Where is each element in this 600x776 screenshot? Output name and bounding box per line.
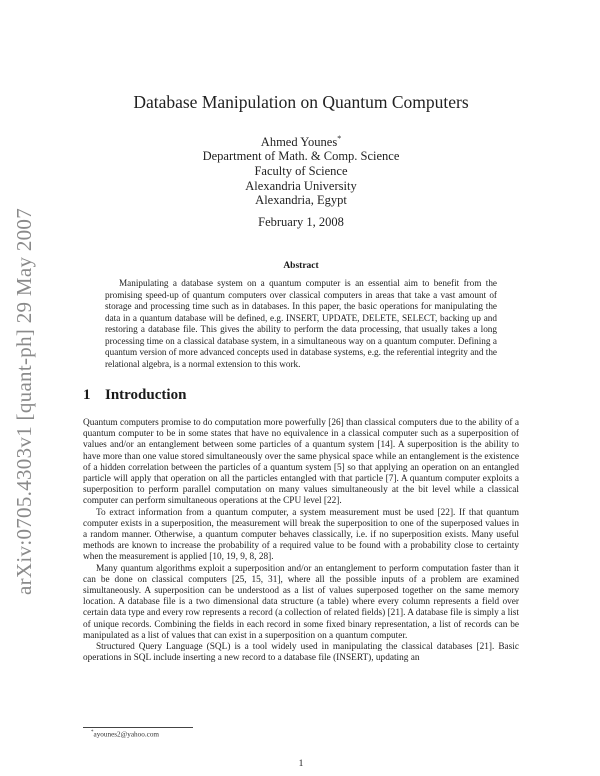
footnote-email: ayounes2@yahoo.com xyxy=(93,730,160,739)
paper-date: February 1, 2008 xyxy=(258,215,344,229)
abstract-heading: Abstract xyxy=(283,261,319,271)
paragraph: Structured Query Language (SQL) is a tool widely used in manipulating the classical databases [21]. Basic operations in SQL include inserting a new record to a database file (INSERT), updating an xyxy=(83,642,519,664)
affiliation-line: Faculty of Science xyxy=(254,164,348,178)
body-text xyxy=(83,418,519,664)
affiliation-line: Department of Math. & Comp. Science xyxy=(202,149,400,163)
section-heading xyxy=(83,387,519,404)
section-title: Introduction xyxy=(105,387,187,403)
paragraph: Quantum computers promise to do computation more powerfully [26] than classical computers due to the ability of a quantum computer to be in some states that have no equivalence in a classical computer such as a superposition of values and/or an entanglement between some particles of a quantum system [14]. A superposition is the ability to have more than one value stored simultaneously over the same physical space while an entanglement is the existence of a hidden correlation between the particles of a quantum system [5] so that applying an operation on an entangled particle will apply that operation on all the particles entangled with that particle [7]. A quantum computer exploits a superposition to perform parallel computation on many values simultaneously at the bit level while a classical computer can perform simultaneous operations at the CPU level [22]. xyxy=(83,418,519,507)
arxiv-margin-stamp: arXiv:0705.4303v1 [quant-ph] 29 May 2007 xyxy=(12,207,36,595)
paragraph: Many quantum algorithms exploit a superposition and/or an entanglement to perform computation faster than it can be done on classical computers [25, 15, 31], where all the possible inputs of a problem are examined simultaneously. A superposition can be understood as a list of values superposed together on the same memory location. A database file is a two dimensional data structure (a table) where every column represents a field over certain data type and every row represents a record (a collection of related fields) [21]. A database file is simply a list of unique records. Combining the fields in each record in some fixed binary representation, a list of records can be manipulated as a list of values that can exist in a superposition on a quantum computer. xyxy=(83,563,519,641)
page-number: 1 xyxy=(298,759,304,769)
author-name-text: Ahmed Younes xyxy=(260,135,338,150)
affiliation-line: Alexandria, Egypt xyxy=(255,193,347,207)
affiliation-line: Alexandria University xyxy=(245,179,357,193)
section-number: 1 xyxy=(83,387,91,403)
footnote xyxy=(91,730,159,738)
author-footnote-mark: * xyxy=(337,134,342,143)
abstract-text: Manipulating a database system on a quantum computer is an essential aim to benefit from the promising speed-up of quantum computers over classical computers in areas that take a vast amount of storage and processing time such as in databases. In this paper, the basic operations for manipulating the data in a quantum database will be defined, e.g. INSERT, UPDATE, DELETE, SELECT, backing up and restoring a database file. This gives the ability to perform the data processing, that usually takes a long processing time on a classical database system, in a simultaneous way on a quantum computer. Defining a quantum version of more advanced concepts used in database systems, e.g. the referential integrity and the relational algebra, is a normal extension to this work. xyxy=(105,278,497,369)
footnote-mark: * xyxy=(91,730,94,735)
paper-title: Database Manipulation on Quantum Computers xyxy=(133,92,469,112)
paragraph: To extract information from a quantum computer, a system measurement must be used [22]. If that quantum computer exists in a superposition, the measurement will break the superposition to one of the superposed values in a random manner. Otherwise, a quantum computer behaves classically, i.e. if no superposition exists. Many useful methods are known to increase the probability of a required value to be found with a probability close to certainty when the measurement is applied [10, 19, 9, 8, 28]. xyxy=(83,507,519,563)
footnote-rule xyxy=(83,727,193,728)
author-name xyxy=(83,134,519,150)
